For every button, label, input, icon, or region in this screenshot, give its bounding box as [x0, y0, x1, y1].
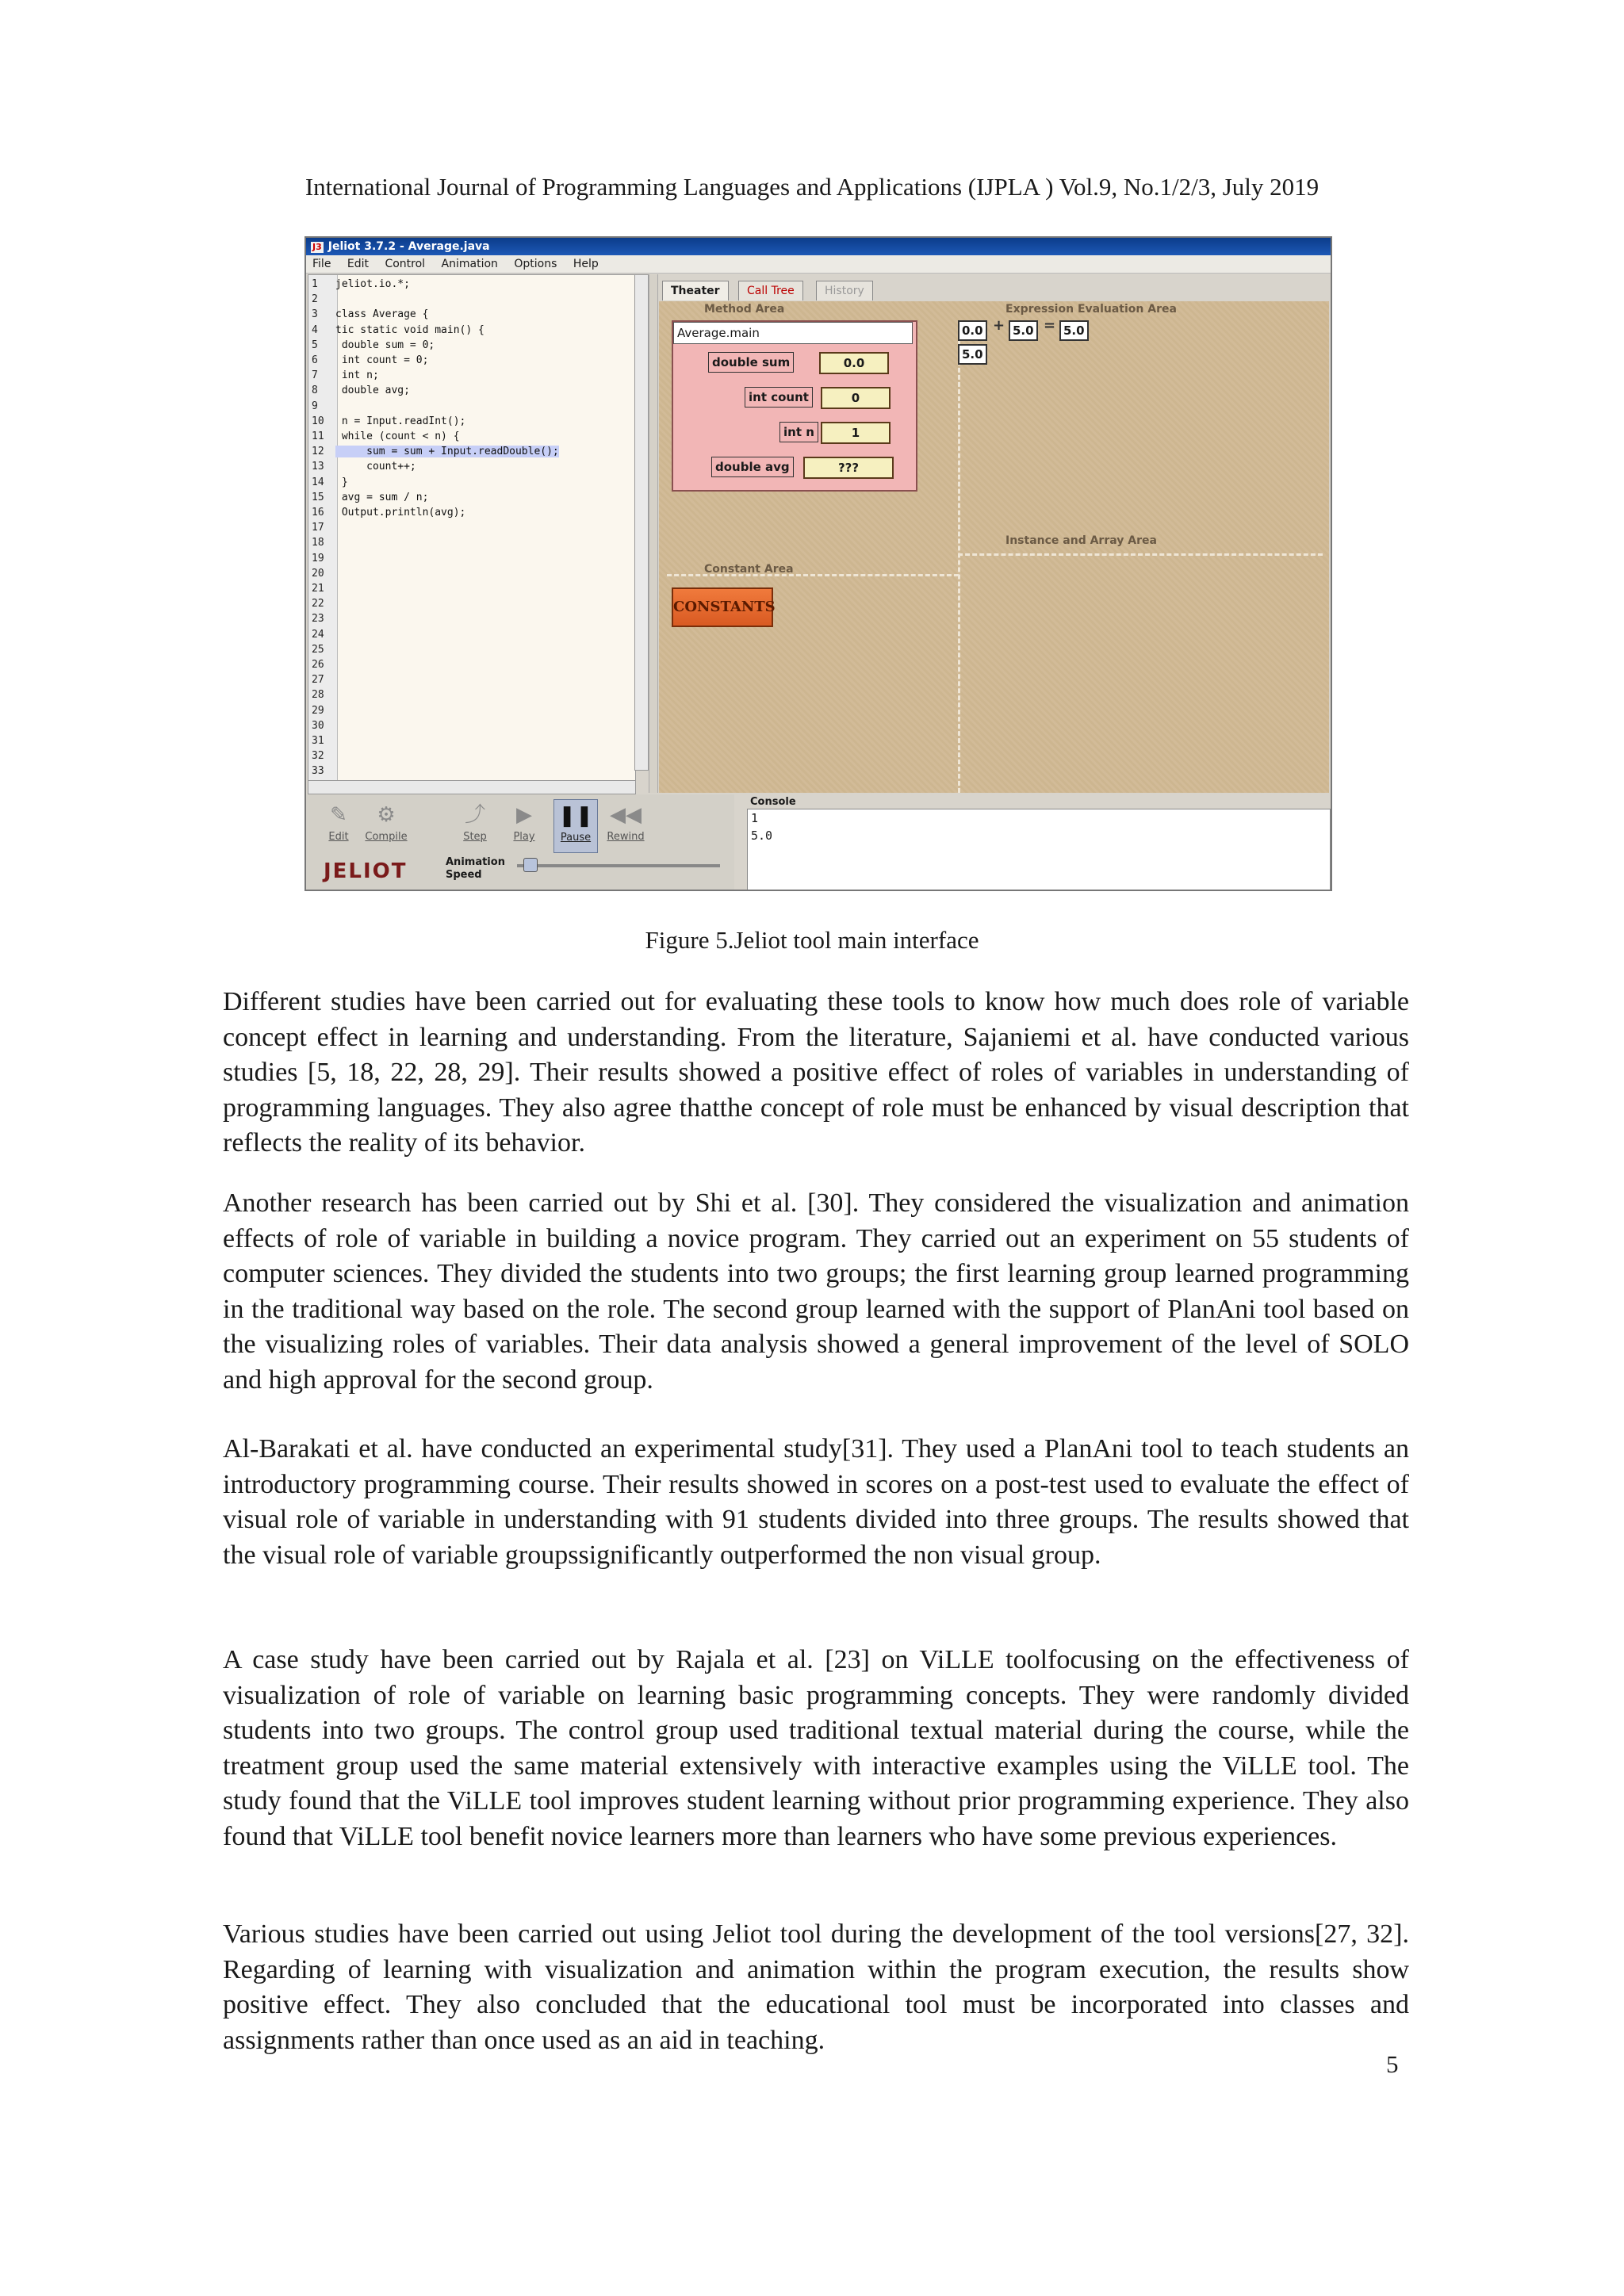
expression-result: 5.0 [958, 344, 987, 365]
line-number: 30 [312, 719, 324, 732]
line-code: while (count < n) { [335, 430, 460, 442]
editor-horizontal-scrollbar[interactable] [308, 780, 636, 794]
code-line [308, 551, 335, 566]
line-number: 18 [312, 537, 324, 549]
line-code: n = Input.readInt(); [335, 415, 466, 427]
console-label: Console [750, 796, 796, 808]
line-code: } [335, 476, 348, 488]
code-line [308, 353, 428, 368]
tab-call-tree[interactable]: Call Tree [738, 281, 803, 300]
play-button-label: Play [513, 831, 535, 843]
paragraph-4: A case study have been carried out by Rajala et al. [23] on ViLLE toolfocusing on the effectiveness of visualization of role of variable on learning basic programming concepts. They were randomly divided students into two groups. The control group used traditional textual material during the course, while the treatment group used the same material extensively with interactive examples using the ViLLE tool. The study found that the ViLLE tool improves student learning without prior programming experience. They also found that ViLLE tool benefit novice learners more than learners who have some previous experiences. [223, 1645, 1409, 1851]
pause-button[interactable] [553, 799, 598, 853]
code-line [308, 475, 348, 490]
paragraph-3: Al-Barakati et al. have conducted an experimental study[31]. They used a PlanAni tool to teach students an introductory programming course. Their results showed in scores on a post-test used to evaluate the effect of visual role of variable in understanding with 91 students divided into three groups. The results showed that the visual role of variable groupssignificantly outperformed the non visual group. [223, 1434, 1409, 1570]
compile-button[interactable] [365, 799, 408, 851]
line-number: 15 [312, 491, 324, 503]
pane-splitter[interactable] [649, 274, 658, 793]
pause-button-label: Pause [560, 832, 592, 844]
line-number: 23 [312, 613, 324, 626]
code-line [308, 687, 335, 702]
line-code: int n; [335, 369, 379, 382]
expression-operand-right: 5.0 [1009, 320, 1038, 341]
code-line [308, 672, 335, 687]
line-number: 4 [312, 323, 318, 336]
area-divider-right [958, 553, 1323, 556]
code-line [308, 505, 465, 520]
area-divider-left [667, 574, 959, 576]
edit-button[interactable] [317, 799, 360, 851]
menu-bar [306, 255, 1331, 274]
window-titlebar [306, 238, 1331, 255]
line-number: 17 [312, 522, 324, 534]
edit-button-label: Edit [328, 831, 349, 843]
jeliot-logo: JELIOT [324, 859, 408, 883]
console-output[interactable] [747, 809, 1331, 891]
speed-label-line-2: Speed [446, 869, 482, 881]
editor-vertical-scrollbar[interactable] [634, 274, 649, 771]
step-button-label: Step [463, 831, 487, 843]
step-icon: ⤴ [464, 803, 485, 827]
rewind-icon: ◀◀ [610, 803, 642, 827]
play-icon: ▶ [516, 803, 532, 827]
menu-options[interactable]: Options [514, 258, 557, 270]
animation-speed-label [446, 856, 505, 882]
menu-help[interactable]: Help [573, 258, 599, 270]
line-number: 29 [312, 704, 324, 717]
line-number: 33 [312, 765, 324, 778]
line-code: Output.println(avg); [335, 507, 466, 519]
code-line [308, 338, 435, 353]
line-number: 5 [312, 339, 318, 351]
line-number: 27 [312, 674, 324, 687]
variable-sum [708, 352, 891, 373]
line-number: 9 [312, 400, 318, 412]
menu-control[interactable]: Control [385, 258, 426, 270]
method-frame [672, 320, 917, 492]
pause-icon: ❚❚ [558, 804, 593, 828]
line-number: 16 [312, 507, 324, 519]
variable-name: double sum [708, 352, 794, 373]
line-number: 12 [312, 446, 324, 458]
code-line [308, 368, 379, 383]
code-line [308, 733, 335, 748]
code-line [308, 535, 335, 550]
variable-name: int n [779, 422, 818, 442]
code-line [308, 277, 410, 292]
code-line [308, 596, 335, 611]
code-line [308, 323, 485, 338]
line-number: 10 [312, 415, 324, 427]
line-code: sum = sum + Input.readDouble(); [335, 446, 559, 458]
line-number: 11 [312, 430, 324, 442]
line-code: double avg; [335, 385, 410, 397]
menu-file[interactable]: File [312, 258, 331, 270]
variable-name: double avg [711, 457, 794, 477]
theater-tabs [659, 274, 1329, 301]
step-button[interactable] [454, 799, 496, 851]
code-line [308, 627, 335, 642]
speed-label-line-1: Animation [446, 856, 505, 868]
line-code: class Average { [335, 308, 429, 321]
line-number: 3 [312, 308, 318, 321]
line-number: 6 [312, 354, 318, 366]
compile-button-label: Compile [365, 831, 408, 843]
line-number: 24 [312, 628, 324, 641]
line-number: 31 [312, 735, 324, 747]
line-number: 19 [312, 552, 324, 564]
variable-value: ??? [803, 457, 894, 479]
line-code: int count = 0; [335, 354, 429, 366]
menu-edit[interactable]: Edit [347, 258, 370, 270]
area-divider-vertical [958, 325, 960, 793]
line-code: jeliot.io.*; [335, 278, 410, 290]
variable-name: int count [745, 387, 813, 408]
variable-value: 0.0 [819, 352, 889, 374]
console-line: 5.0 [751, 828, 773, 843]
method-area-label: Method Area [704, 303, 785, 316]
animation-speed-slider[interactable] [523, 858, 538, 872]
code-line [308, 459, 416, 474]
play-button[interactable] [503, 799, 546, 851]
menu-animation[interactable]: Animation [441, 258, 498, 270]
code-line [308, 520, 335, 535]
jeliot-app-icon: J3 [312, 242, 322, 252]
expression-operator-equals: = [1044, 317, 1056, 334]
code-line [308, 292, 335, 307]
code-line [308, 399, 335, 414]
control-panel [306, 794, 734, 890]
code-line [308, 718, 335, 733]
page-number: 5 [1386, 2050, 1399, 2078]
line-code: count++; [335, 461, 416, 473]
variable-value: 1 [821, 422, 891, 444]
line-number: 26 [312, 659, 324, 671]
constant-area-label: Constant Area [704, 563, 794, 576]
rewind-button-label: Rewind [607, 831, 645, 843]
constants-box: CONSTANTS [672, 587, 773, 627]
code-line [308, 763, 335, 779]
variable-avg [711, 457, 902, 477]
line-code: tic static void main() { [335, 323, 485, 336]
rewind-button[interactable] [604, 799, 647, 851]
code-line [308, 307, 428, 322]
code-line [308, 414, 465, 429]
line-code: double sum = 0; [335, 339, 435, 351]
jeliot-screenshot [304, 236, 1332, 891]
paragraph-2: Another research has been carried out by Shi et al. [30]. They considered the visualization and animation effects of role of variable in building a novice program. They carried out an experiment on 55 students of computer sciences. They divided the students into two groups; the first learning group learned programming in the traditional way based on the role. The second group learned with the support of PlanAni tool based on the visualizing roles of variables. Their data analysis showed a general improvement of the level of SOLO and high approval for the second group. [223, 1188, 1409, 1395]
variable-count [745, 387, 895, 408]
line-number: 1 [312, 278, 318, 290]
expression-operand-left: 0.0 [958, 320, 987, 341]
code-line [308, 703, 335, 718]
code-line [308, 748, 335, 763]
line-number: 28 [312, 689, 324, 702]
code-line [308, 429, 460, 444]
line-number: 32 [312, 750, 324, 763]
line-number: 2 [312, 293, 318, 306]
expression-inline-result: 5.0 [1059, 320, 1089, 341]
line-number: 8 [312, 385, 318, 397]
code-line [308, 657, 335, 672]
compile-icon: ⚙ [377, 803, 396, 827]
window-title: Jeliot 3.7.2 - Average.java [327, 240, 490, 253]
tab-theater[interactable]: Theater [662, 281, 729, 300]
frame-title: Average.main [673, 322, 913, 344]
code-editor[interactable] [308, 274, 636, 782]
paragraph-5: Various studies have been carried out using Jeliot tool during the development of the tool versions[27, 32]. Regarding of learning with visualization and animation within the program execution, the results show positive effect. They also concluded that the educational tool must be incorporated into classes and assignments rather than once used as an aid in teaching. [223, 1919, 1409, 2055]
edit-icon: ✎ [330, 803, 347, 827]
line-number: 25 [312, 643, 324, 656]
line-number: 21 [312, 583, 324, 595]
line-number: 20 [312, 567, 324, 580]
line-code: avg = sum / n; [335, 491, 429, 503]
expression-area-label: Expression Evaluation Area [1005, 303, 1177, 316]
paragraph-1: Different studies have been carried out for evaluating these tools to know how much does role of variable concept effect in learning and understanding. From the literature, Sajaniemi et al. have conducted various studies [5, 18, 22, 28, 29]. Their results showed a positive effect of roles of variables in understanding of programming languages. They also agree thatthe concept of role must be enhanced by visual description that reflects the reality of its behavior. [223, 987, 1409, 1158]
code-line [308, 566, 335, 581]
line-number: 13 [312, 461, 324, 473]
animation-speed-track[interactable] [517, 864, 720, 867]
running-header: International Journal of Programming Languages and Applications (IJPLA ) Vol.9, No.1/2/3, July 2019 [304, 173, 1320, 201]
tab-history[interactable]: History [816, 281, 873, 300]
code-line [308, 581, 335, 596]
code-line [308, 490, 428, 505]
code-line [308, 444, 559, 459]
code-line [308, 611, 335, 626]
variable-value: 0 [821, 387, 891, 409]
console-line: 1 [751, 811, 759, 825]
instance-area-label: Instance and Array Area [1005, 534, 1157, 547]
line-number: 22 [312, 598, 324, 610]
line-number: 14 [312, 476, 324, 488]
expression-operator-plus: + [993, 317, 1005, 334]
code-line [308, 642, 335, 657]
figure-caption: Figure 5.Jeliot tool main interface [645, 926, 979, 954]
variable-n [779, 422, 898, 442]
code-line [308, 383, 410, 398]
line-number: 7 [312, 369, 318, 382]
